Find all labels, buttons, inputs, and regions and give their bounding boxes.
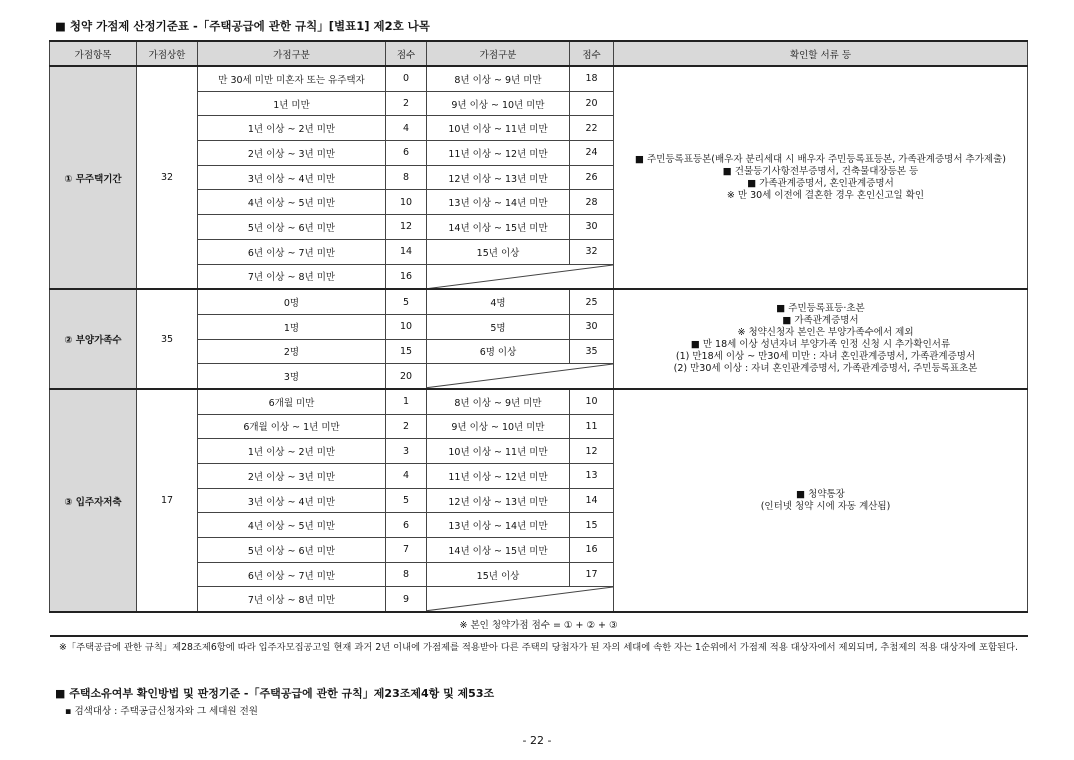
criterion-cell: 14년 이상 ~ 15년 미만	[427, 215, 570, 240]
criterion-cell: 13년 이상 ~ 14년 미만	[427, 513, 570, 538]
score-cell: 11	[570, 414, 614, 439]
score-cell: 25	[570, 289, 614, 314]
score-cell: 4	[386, 464, 427, 489]
score-cell: 35	[570, 339, 614, 364]
score-cell: 20	[386, 364, 427, 389]
score-cell: 15	[386, 339, 427, 364]
diagonal-slash	[427, 364, 613, 388]
score-cell: 24	[570, 141, 614, 166]
score-cell: 20	[570, 91, 614, 116]
score-cell: 2	[386, 414, 427, 439]
criterion-cell: 8년 이상 ~ 9년 미만	[427, 389, 570, 414]
document-line: ※ 만 30세 이전에 결혼한 경우 혼인신고일 확인	[726, 189, 925, 201]
max-score-cell: 32	[137, 66, 198, 289]
header-cell: 점수	[570, 41, 614, 66]
score-cell: 5	[386, 289, 427, 314]
page-title: ■ 청약 가점제 산정기준표 -「주택공급에 관한 규칙」[별표1] 제2호 나목	[55, 19, 430, 33]
criterion-cell: 9년 이상 ~ 10년 미만	[427, 91, 570, 116]
criterion-cell: 10년 이상 ~ 11년 미만	[427, 116, 570, 141]
score-cell: 13	[570, 464, 614, 489]
diagonal-slash	[427, 265, 613, 289]
criterion-cell: 7년 이상 ~ 8년 미만	[198, 587, 386, 612]
score-cell: 8	[386, 165, 427, 190]
max-score-cell: 35	[137, 289, 198, 389]
criterion-cell: 15년 이상	[427, 239, 570, 264]
criterion-cell: 5명	[427, 314, 570, 339]
criterion-cell: 1명	[198, 314, 386, 339]
documents-cell	[614, 389, 1028, 612]
criterion-cell: 3명	[198, 364, 386, 389]
criterion-cell: 4년 이상 ~ 5년 미만	[198, 190, 386, 215]
document-line: ■ 가족관계증명서	[782, 315, 859, 327]
empty-slash-cell	[427, 587, 614, 612]
score-cell: 30	[570, 215, 614, 240]
footnote: ※「주택공급에 관한 규칙」제28조제6항에 따라 입주자모집공고일 현재 과거 2년 이내에 가점제를 적용받아 다른 주택의 당첨자가 된 자의 세대에 속한 자는 1순위에서 가점제 적용 대상자에서 제외되며, 추첨제의 적용 대상자에 포함된다.	[59, 642, 1018, 653]
criterion-cell: 11년 이상 ~ 12년 미만	[427, 141, 570, 166]
bullet-item: ▪ 검색대상 : 주택공급신청자와 그 세대원 전원	[65, 706, 258, 717]
score-cell: 12	[386, 215, 427, 240]
criterion-cell: 6년 이상 ~ 7년 미만	[198, 562, 386, 587]
criterion-cell: 2년 이상 ~ 3년 미만	[198, 464, 386, 489]
score-cell: 15	[570, 513, 614, 538]
empty-slash-cell	[427, 264, 614, 289]
criterion-cell: 4명	[427, 289, 570, 314]
table-row	[50, 66, 1028, 91]
page-number: - 22 -	[522, 734, 552, 747]
header-cell: 가점항목	[50, 41, 137, 66]
score-cell: 10	[386, 314, 427, 339]
score-cell: 7	[386, 538, 427, 563]
criterion-cell: 2년 이상 ~ 3년 미만	[198, 141, 386, 166]
documents-cell	[614, 66, 1028, 289]
header-cell: 확인할 서류 등	[614, 41, 1028, 66]
document-line: (1) 만18세 이상 ~ 만30세 미만 : 자녀 혼인관계증명서, 가족관계증명서	[675, 351, 976, 363]
criterion-cell: 1년 미만	[198, 91, 386, 116]
category-cell: ② 부양가족수	[50, 289, 137, 389]
score-cell: 14	[386, 239, 427, 264]
criterion-cell: 5년 이상 ~ 6년 미만	[198, 538, 386, 563]
score-cell: 9	[386, 587, 427, 612]
criterion-cell: 6개월 미만	[198, 389, 386, 414]
score-cell: 16	[386, 264, 427, 289]
header-cell: 가점구분	[198, 41, 386, 66]
score-cell: 12	[570, 439, 614, 464]
criterion-cell: 14년 이상 ~ 15년 미만	[427, 538, 570, 563]
max-score-cell: 17	[137, 389, 198, 612]
document-line: (2) 만30세 이상 : 자녀 혼인관계증명서, 가족관계증명서, 주민등록표초본	[673, 363, 978, 375]
category-cell: ① 무주택기간	[50, 66, 137, 289]
total-formula: ※ 본인 청약가점 점수 = ① + ② + ③	[50, 612, 1028, 636]
score-cell: 8	[386, 562, 427, 587]
score-table	[49, 40, 1028, 637]
score-cell: 30	[570, 314, 614, 339]
score-cell: 4	[386, 116, 427, 141]
score-cell: 18	[570, 66, 614, 91]
score-cell: 16	[570, 538, 614, 563]
score-cell: 6	[386, 141, 427, 166]
criterion-cell: 3년 이상 ~ 4년 미만	[198, 488, 386, 513]
criterion-cell: 9년 이상 ~ 10년 미만	[427, 414, 570, 439]
score-cell: 6	[386, 513, 427, 538]
score-cell: 22	[570, 116, 614, 141]
score-cell: 0	[386, 66, 427, 91]
score-cell: 14	[570, 488, 614, 513]
document-line: (인터넷 청약 시에 자동 계산됨)	[760, 500, 891, 512]
documents-cell	[614, 289, 1028, 389]
score-cell: 10	[570, 389, 614, 414]
score-cell: 3	[386, 439, 427, 464]
score-cell: 17	[570, 562, 614, 587]
score-cell: 2	[386, 91, 427, 116]
table-row	[50, 289, 1028, 314]
criterion-cell: 12년 이상 ~ 13년 미만	[427, 488, 570, 513]
document-line: ■ 가족관계증명서, 혼인관계증명서	[747, 177, 894, 189]
category-cell: ③ 입주자저축	[50, 389, 137, 612]
criterion-cell: 6년 이상 ~ 7년 미만	[198, 239, 386, 264]
header-cell: 점수	[386, 41, 427, 66]
document-line: ■ 청약통장	[796, 488, 845, 500]
score-cell: 28	[570, 190, 614, 215]
criterion-cell: 6개월 이상 ~ 1년 미만	[198, 414, 386, 439]
section-title: ■ 주택소유여부 확인방법 및 판정기준 -「주택공급에 관한 규칙」제23조제4항 및 제53조	[55, 687, 495, 700]
score-cell: 26	[570, 165, 614, 190]
diagonal-slash	[427, 587, 613, 611]
header-cell: 가점상한	[137, 41, 198, 66]
criterion-cell: 12년 이상 ~ 13년 미만	[427, 165, 570, 190]
document-line: ■ 주민등록표등본(배우자 분리세대 시 배우자 주민등록표등본, 가족관계증명서 추가제출)	[635, 153, 1006, 165]
score-cell: 32	[570, 239, 614, 264]
total-row	[50, 612, 1028, 636]
criterion-cell: 만 30세 미만 미혼자 또는 유주택자	[198, 66, 386, 91]
criterion-cell: 6명 이상	[427, 339, 570, 364]
criterion-cell: 3년 이상 ~ 4년 미만	[198, 165, 386, 190]
score-cell: 5	[386, 488, 427, 513]
table-row	[50, 389, 1028, 414]
table-header-row	[50, 41, 1028, 66]
criterion-cell: 10년 이상 ~ 11년 미만	[427, 439, 570, 464]
criterion-cell: 13년 이상 ~ 14년 미만	[427, 190, 570, 215]
score-cell: 10	[386, 190, 427, 215]
criterion-cell: 5년 이상 ~ 6년 미만	[198, 215, 386, 240]
criterion-cell: 7년 이상 ~ 8년 미만	[198, 264, 386, 289]
document-line: ■ 만 18세 이상 성년자녀 부양가족 인정 신청 시 추가확인서류	[690, 339, 951, 351]
document-line: ■ 주민등록표등·초본	[776, 303, 865, 315]
empty-slash-cell	[427, 364, 614, 389]
criterion-cell: 1년 이상 ~ 2년 미만	[198, 439, 386, 464]
criterion-cell: 4년 이상 ~ 5년 미만	[198, 513, 386, 538]
criterion-cell: 8년 이상 ~ 9년 미만	[427, 66, 570, 91]
criterion-cell: 15년 이상	[427, 562, 570, 587]
document-line: ■ 건물등기사항전부증명서, 건축물대장등본 등	[722, 165, 919, 177]
document-line: ※ 청약신청자 본인은 부양가족수에서 제외	[737, 327, 914, 339]
table-body	[50, 66, 1028, 636]
criterion-cell: 2명	[198, 339, 386, 364]
score-cell: 1	[386, 389, 427, 414]
header-cell: 가점구분	[427, 41, 570, 66]
criterion-cell: 11년 이상 ~ 12년 미만	[427, 464, 570, 489]
criterion-cell: 1년 이상 ~ 2년 미만	[198, 116, 386, 141]
criterion-cell: 0명	[198, 289, 386, 314]
